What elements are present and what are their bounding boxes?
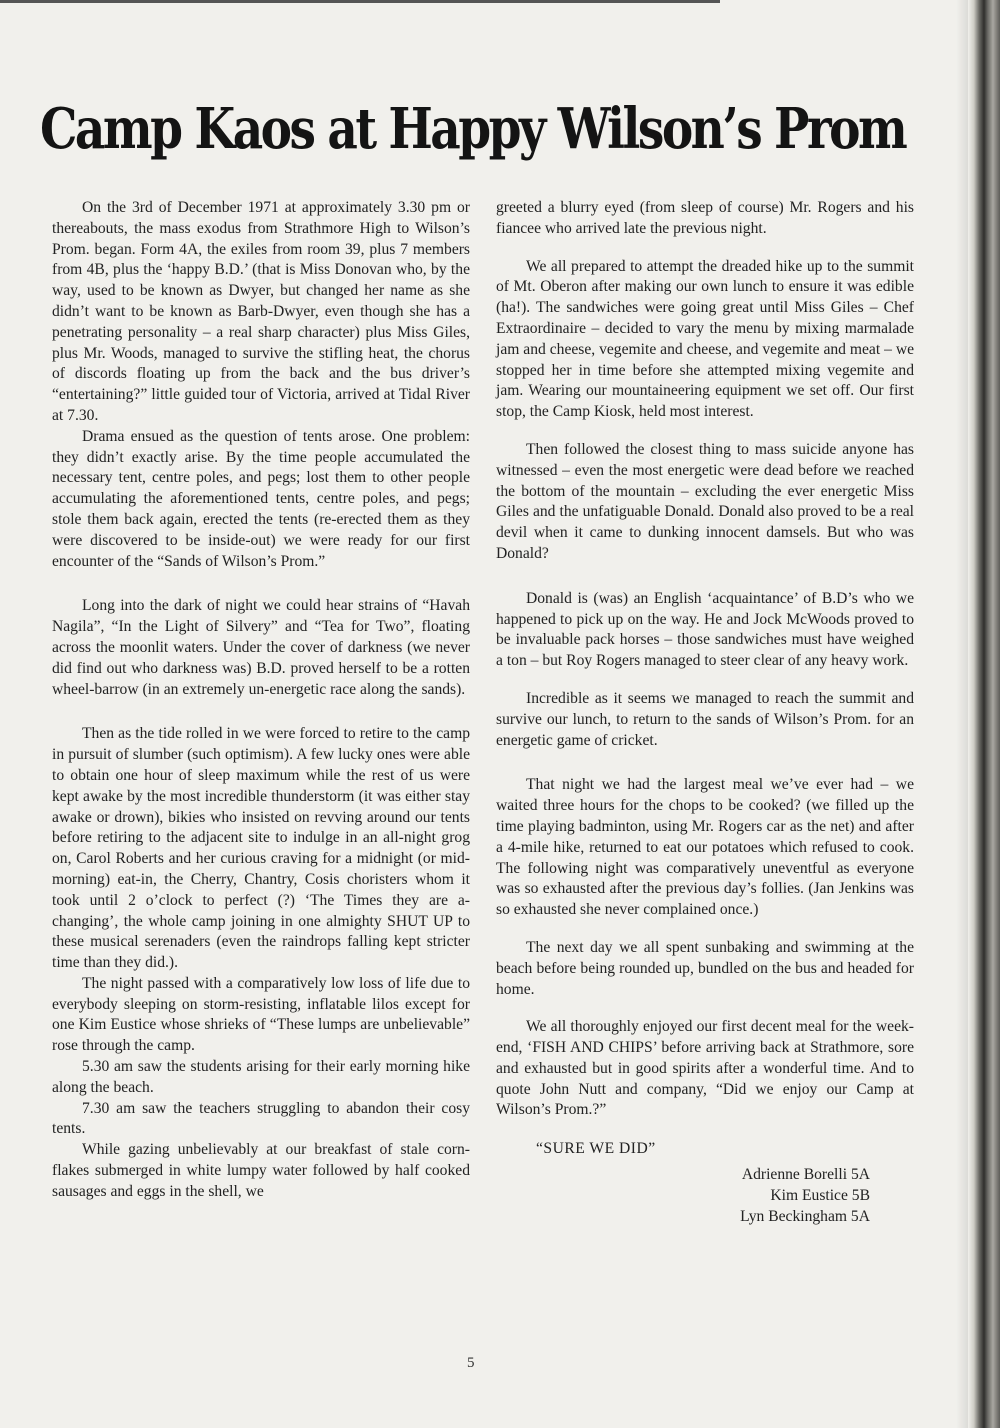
paragraph-mt-oberon: We all prepared to attempt the dreaded hike up to the summit of Mt. Oberon after making our own lunch to ensure it was edible (ha!). The sandwiches were going great until Miss Giles – Chef Extraordinaire – decided to vary the menu by mixing marmalade jam and cheese, vegemite and cheese, and vegemite and meat – we stopped her in time before she attempted mixing vegemite and jam. Wearing our mountaineering equipment we set off. Our first stop, the Camp Kiosk, held most interest. [496, 257, 914, 421]
paragraph-next-day: The next day we all spent sunbaking and swimming at the beach before being rounded up, bundled on the bus and headed for home. [496, 938, 914, 998]
page-number: 5 [467, 1355, 475, 1371]
paragraph-fish-and-chips: We all thoroughly enjoyed our first decent meal for the week-end, ‘FISH AND CHIPS’ before arriving back at Strathmore, sore and exhausted but in good spirits after a wonderful time. And to quote John Nutt and company, “Did we enjoy our Camp at Wilson’s Prom.?” [496, 1018, 914, 1119]
left-column [52, 198, 470, 1203]
paragraph-lilos: The night passed with a comparatively low loss of life due to everybody sleeping on storm-resisting, inflatable lilos except for one Kim Eustice whose shrieks of “These lumps are unbelievable” rose through the camp. [52, 974, 470, 1055]
author-signatures [496, 1164, 914, 1227]
paragraph-tents: Drama ensued as the question of tents arose. One problem: they didn’t exactly arise. By the time people accumulated the necessary tent, centre poles, and pegs; lost them to other people accumulating the aforementioned tents, centre poles, and pegs; stole them back again, erected the tents (re-erected them as they were discovered to be inside-out) we were ready for our first encounter of the “Sands of Wilson’s Prom.” [52, 427, 470, 570]
signoff-quote: “SURE WE DID” [536, 1140, 656, 1158]
paragraph-donald: Donald is (was) an English ‘acquaintance’ of B.D’s who we happened to pick up on the way. He and Jock McWoods proved to be invaluable pack horses – those sandwiches must have weighed a ton – but Roy Rogers managed to steer clear of any heavy work. [496, 589, 914, 670]
paragraph-night-songs: Long into the dark of night we could hear strains of “Havah Nagila”, “In the Light of Silvery” and “Tea for Two”, floating across the moonlit waters. Under the cover of darkness (we never did find out who darkness was) B.D. proved herself to be a rotten wheel-barrow (in an extremely un-energetic race along the sands). [52, 597, 470, 698]
paragraph-breakfast: While gazing unbelievably at our breakfast of stale corn-flakes submerged in white lumpy water followed by half cooked sausages and eggs in the shell, we [52, 1141, 470, 1200]
paragraph-teachers: 7.30 am saw the teachers struggling to abandon their cosy tents. [52, 1099, 470, 1138]
paragraph-mass-suicide: Then followed the closest thing to mass suicide anyone has witnessed – even the most energetic were dead before we reached the bottom of the mountain – excluding the ever energetic Miss Giles and the unfatiguable Donald. Donald also proved to be a real devil when it came to dunking innocent damsels. But who was Donald? [496, 440, 914, 562]
paragraph-students-hike: 5.30 am saw the students arising for their early morning hike along the beach. [52, 1058, 470, 1096]
author-name: Adrienne Borelli 5A [741, 1166, 870, 1184]
paragraph-largest-meal: That night we had the largest meal we’ve ever had – we waited three hours for the chops to be cooked? (we filled up the time playing badminton, using Mr. Rogers car as the net) and after a 4-mile hike, returned to eat our potatoes which refused to cook. The following night was comparatively uneventful as everyone was so exhausted after the previous day’s follies. (Jan Jenkins was so exhausted she never complained once.) [496, 776, 914, 919]
author-name: Kim Eustice 5B [770, 1187, 870, 1205]
paragraph-thunderstorm: Then as the tide rolled in we were forced to retire to the camp in pursuit of slumber (such optimism). A few lucky ones were able to obtain one hour of sleep maximum while the rest of us were kept awake by the most incredible thunderstorm (it was either stay awake or drown), bikies who insisted on revving around our tents before retiring to the adjacent site to indulge in an all-night grog on, Carol Roberts and her curious craving for a midnight (or mid-morning) eat-in, the Cherry, Chantry, Cosis choristers whom it took until 2 o’clock to perfect (?) ‘The Times they are a-changing’, the whole camp joining in one almighty SHUT UP to these musical serenaders (even the raindrops falling kept stricter time than they did.). [52, 725, 470, 972]
paragraph-summit: Incredible as it seems we managed to reach the summit and survive our lunch, to return to the sands of Wilson’s Prom. for an energetic game of cricket. [496, 689, 914, 749]
right-column [496, 198, 914, 1227]
paragraph-mr-rogers: greeted a blurry eyed (from sleep of course) Mr. Rogers and his fiancee who arrived late the previous night. [496, 199, 914, 237]
author-name: Lyn Beckingham 5A [740, 1208, 870, 1226]
article-title: Camp Kaos at Happy Wilson’s Prom [40, 96, 906, 162]
page-top-edge [0, 0, 720, 3]
paragraph-arrival: On the 3rd of December 1971 at approximately 3.30 pm or thereabouts, the mass exodus from Strathmore High to Wilson’s Prom. began. Form 4A, the exiles from room 39, plus 7 members from 4B, plus the ‘happy B.D.’ (that is Miss Donovan who, by the way, used to be known as Dwyer, but changed her name as she didn’t want to be known as Barb-Dwyer, even though she has a penetrating personality – a real sharp character) plus Miss Giles, plus Mr. Woods, managed to survive the stifling heat, the chorus of discords floating up from the back and the bus driver’s “entertaining?” little guided tour of Victoria, arrived at Tidal River at 7.30. [52, 199, 470, 424]
book-binding-edge [968, 0, 1000, 1428]
